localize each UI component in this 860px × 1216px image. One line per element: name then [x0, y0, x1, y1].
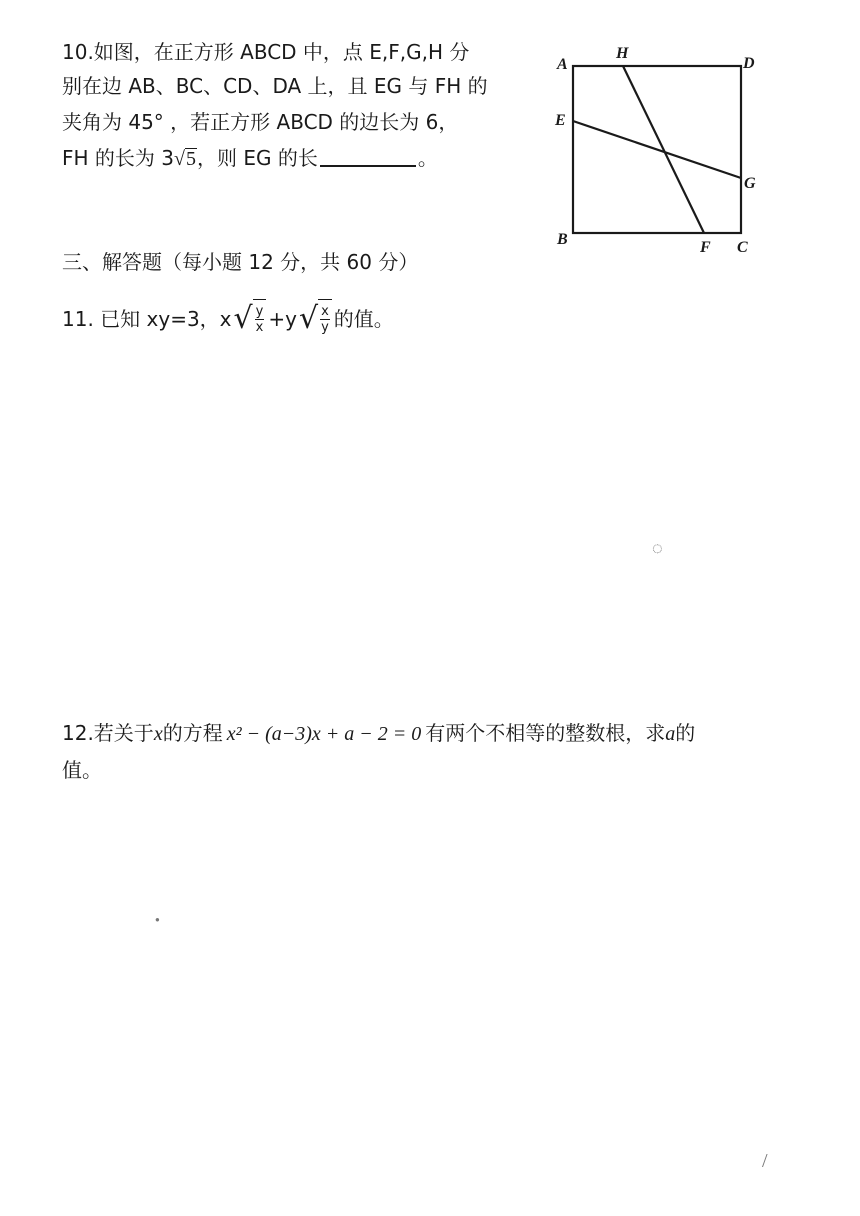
square-figure [545, 38, 775, 268]
label-f: F [700, 239, 711, 256]
label-h: H [616, 45, 629, 62]
problem11-suffix: 的值。 [333, 306, 394, 331]
label-g: G [744, 175, 756, 192]
frac1-denominator: x [255, 320, 264, 335]
problem10-period: 。 [417, 146, 438, 170]
scan-speck: ◌ [652, 538, 663, 558]
problem10-line2: 别在边 AB、BC、CD、DA 上，且 EG 与 FH 的 [62, 74, 488, 98]
segment-fh [623, 66, 704, 233]
label-a: A [557, 56, 568, 73]
label-d: D [743, 55, 755, 72]
radical-y-over-x: √ $\frac{y}{x}$ [234, 299, 267, 339]
label-b: B [557, 231, 568, 248]
frac2-denominator: y [321, 320, 329, 335]
scan-speck: / [762, 1150, 768, 1172]
problem12-text-3: 有两个不相等的整数根，求 [425, 721, 666, 745]
radical-x-over-y: √ $\frac{x}{y}$ [299, 299, 332, 339]
problem12-text-4: 的 [675, 721, 696, 745]
problem12-text-1: 12.若关于 [62, 721, 154, 745]
problem12-var-x: x [153, 723, 163, 745]
problem12-text-2: 的方程 [162, 721, 223, 745]
problem10-line4: FH 的长为 3√5，则 EG 的长 。 [62, 140, 438, 178]
segment-eg [573, 121, 741, 178]
frac1-numerator: y [255, 304, 264, 319]
problem11-prefix: 11. 已知 xy=3，x [62, 306, 232, 331]
problem11 [62, 299, 394, 339]
problem10-radicand: 5 [185, 148, 196, 170]
problem12-line2: 值。 [62, 758, 102, 782]
problem10-eg-text: ，则 EG 的长 [196, 146, 318, 170]
frac2-numerator: x [321, 304, 329, 319]
answer-blank[interactable] [320, 143, 416, 167]
problem12-line1 [62, 715, 695, 753]
scan-speck: ● [155, 915, 160, 924]
problem10-line1: 10.如图，在正方形 ABCD 中，点 E,F,G,H 分 [62, 40, 470, 64]
problem10-fh-text: FH 的长为 3 [62, 146, 174, 170]
problem12-var-a: a [665, 723, 676, 745]
label-c: C [737, 239, 748, 256]
problem11-mid: +y [268, 306, 297, 331]
problem12-equation: x² − (a−3)x + a − 2 = 0 [226, 723, 422, 745]
label-e: E [555, 112, 566, 129]
problem10-line3: 夹角为 45° ，若正方形 ABCD 的边长为 6， [62, 110, 459, 134]
section-heading: 三、解答题（每小题 12 分，共 60 分） [62, 250, 419, 274]
